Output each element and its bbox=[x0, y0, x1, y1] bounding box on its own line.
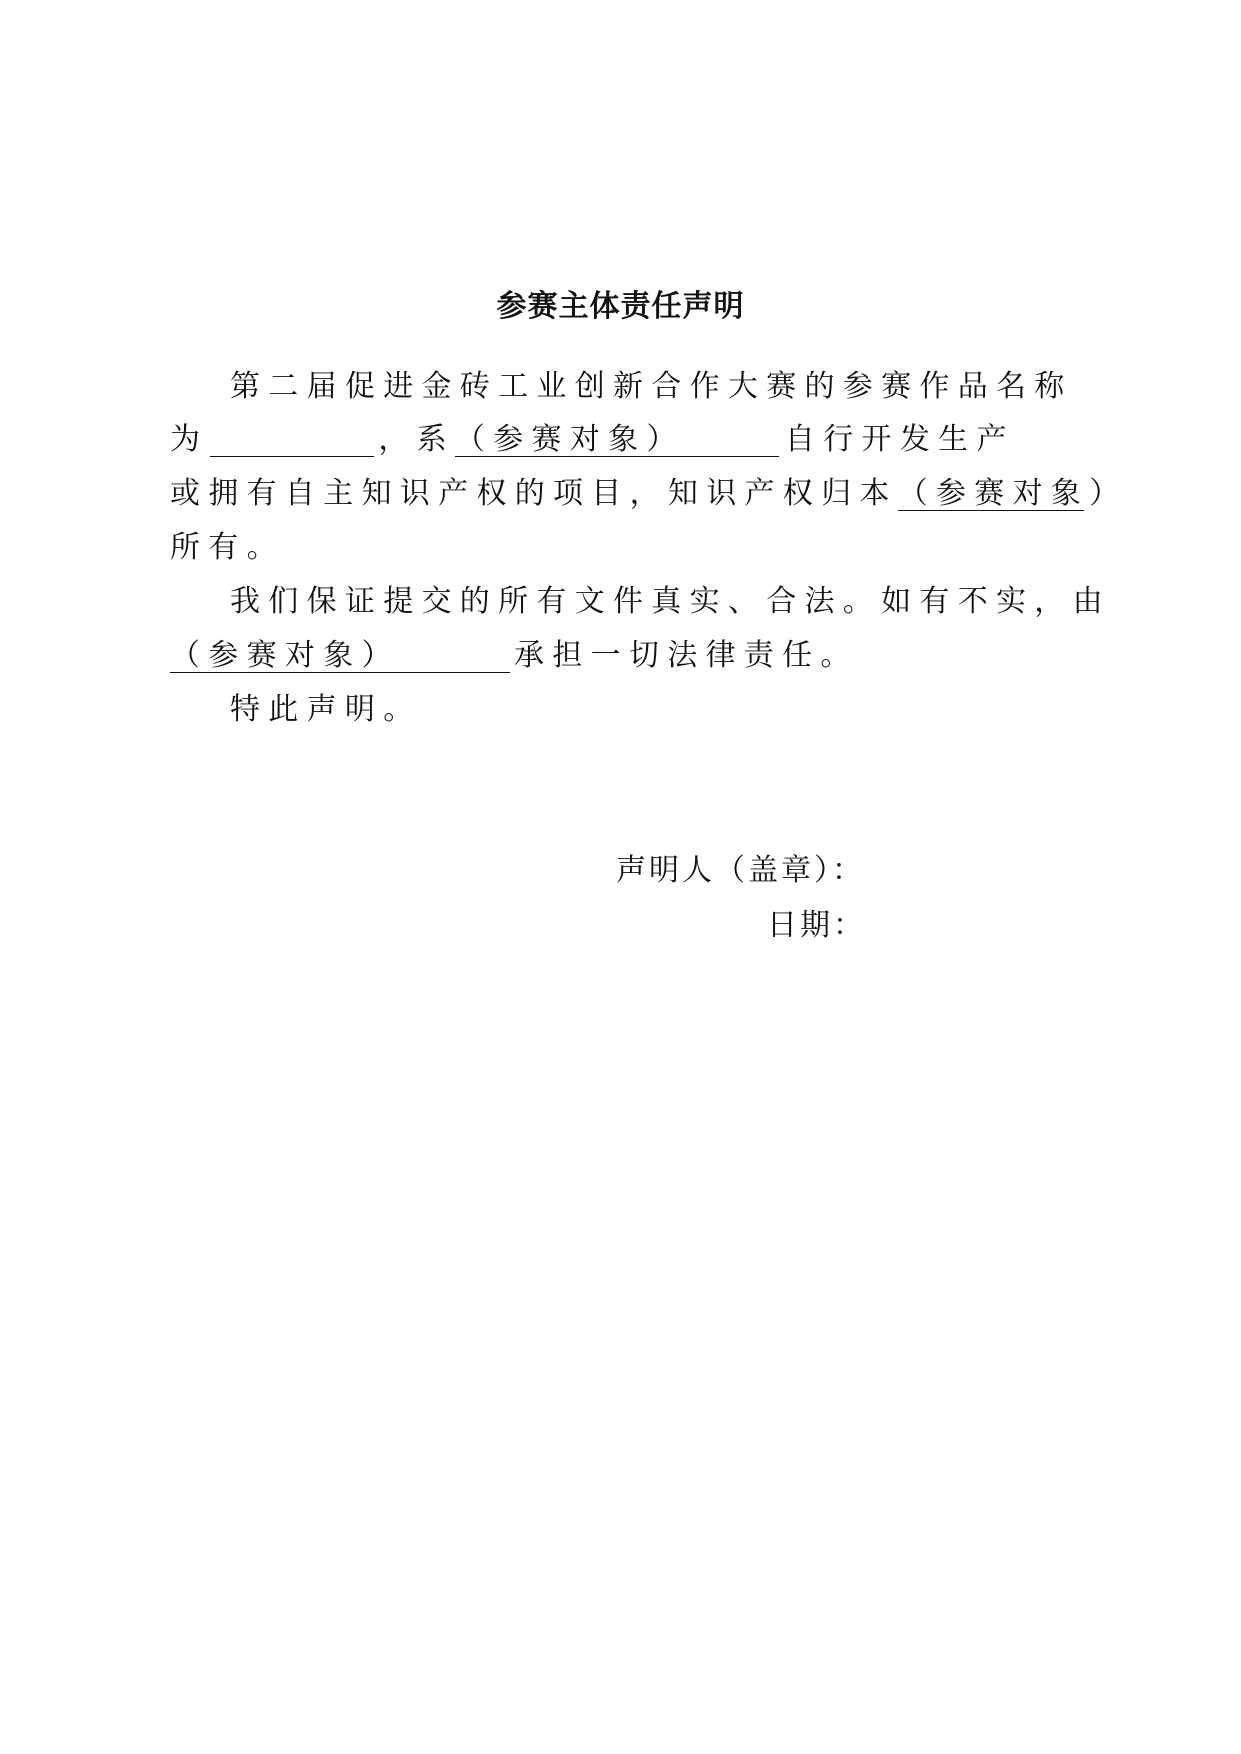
para2-line2 bbox=[170, 636, 859, 676]
para1-line3 bbox=[170, 474, 1128, 514]
liability-blank[interactable] bbox=[170, 636, 510, 673]
para1-line4: 所有。 bbox=[170, 530, 285, 565]
para2-line2-suffix: 承担一切法律责任。 bbox=[514, 638, 859, 673]
ip-owner-placeholder: （参赛对象） bbox=[897, 476, 1128, 511]
date-label: 日期： bbox=[767, 908, 866, 943]
para1-line2-comma: ，系 bbox=[378, 422, 455, 457]
para2-line1: 我们保证提交的所有文件真实、合法。如有不实，由 bbox=[230, 584, 1111, 619]
para1-line3-text: 或拥有自主知识产权的项目，知识产权归本 bbox=[170, 476, 898, 511]
developer-placeholder: （参赛对象） bbox=[454, 422, 685, 457]
para1-line2-suffix: 自行开发生产 bbox=[784, 422, 1015, 457]
declarant-label: 声明人（盖章）： bbox=[616, 853, 865, 888]
page-title: 参赛主体责任声明 bbox=[496, 289, 745, 324]
ip-owner-blank[interactable] bbox=[897, 474, 1128, 511]
para1-line1: 第二届促进金砖工业创新合作大赛的参赛作品名称 bbox=[230, 369, 1073, 404]
para3: 特此声明。 bbox=[230, 692, 422, 727]
developer-blank[interactable] bbox=[455, 420, 779, 457]
work-name-blank[interactable] bbox=[210, 420, 374, 457]
liability-placeholder: （参赛对象） bbox=[170, 638, 400, 673]
para1-line2-prefix: 为 bbox=[170, 422, 209, 457]
para1-line2 bbox=[170, 420, 1015, 460]
